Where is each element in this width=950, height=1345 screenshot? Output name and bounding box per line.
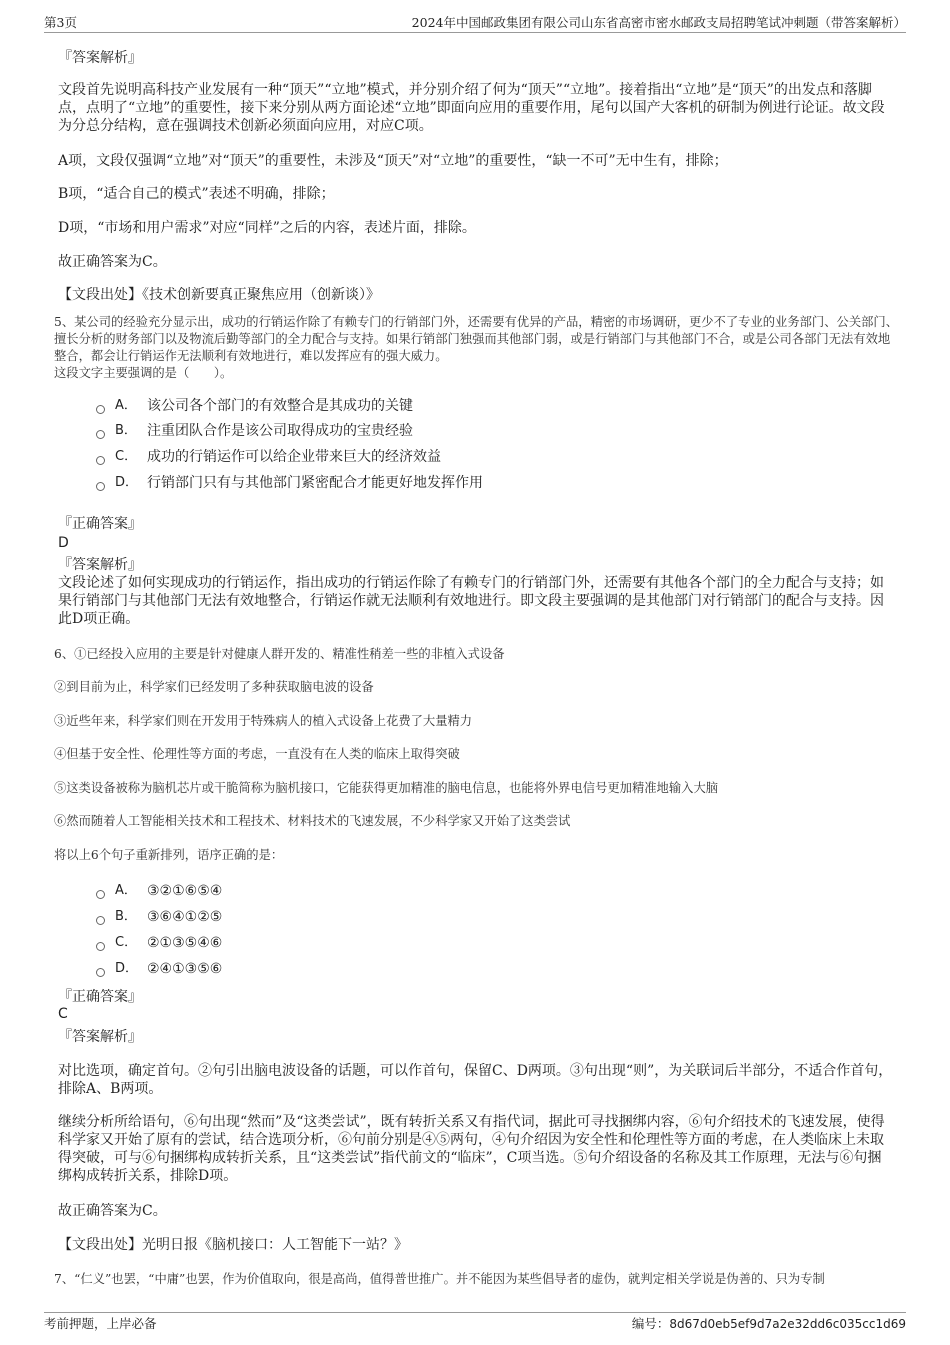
q6-sentence-2: ②到目前为止，科学家们已经发明了多种获取脑电波的设备 bbox=[54, 680, 374, 694]
q6-conclusion: 故正确答案为C。 bbox=[58, 1203, 167, 1219]
q4-source: 【文段出处】《技术创新要真正聚焦应用（创新谈）》 bbox=[58, 287, 380, 303]
radio-icon[interactable] bbox=[96, 942, 105, 951]
q5-answer-label: 『正确答案』 bbox=[58, 516, 142, 532]
q6-answer-label: 『正确答案』 bbox=[58, 989, 142, 1005]
q4-option-b-analysis: B项，“适合自己的模式”表述不明确，排除； bbox=[58, 186, 335, 202]
q5-analysis-label: 『答案解析』 bbox=[58, 557, 142, 573]
q6-option-c[interactable]: C． ②①③⑤④⑥ bbox=[96, 934, 222, 952]
q6-analysis-p2: 继续分析所给语句，⑥句出现“然而”及“这类尝试”，既有转折关系又有指代词，据此可寻找捆绑内容，⑥句介绍技术的飞速发展，使得科学家又开始了原有的尝试，结合选项分析，⑥句前分别是④⑤两句，④句介绍因为安全性和伦理性等方面的考虑，在人类临床上未取得突破，可与⑥句捆绑构成转折关系，且“这类尝试”指代前文的“临床”，C项当选。⑤句介绍设备的名称及其工作原理，无法与⑥句捆绑构成转折关系，排除D项。 bbox=[58, 1114, 885, 1184]
q7-stem: 7、“仁义”也罢，“中庸”也罢，作为价值取向，很是高尚，值得普世推广。并不能因为某些倡导者的虚伪，就判定相关学说是伪善的、只为专制 bbox=[54, 1272, 825, 1286]
q4-option-d-analysis: D项，“市场和用户需求”对应“同样”之后的内容，表述片面，排除。 bbox=[58, 220, 476, 236]
q6-sentence-3: ③近些年来，科学家们则在开发用于特殊病人的植入式设备上花费了大量精力 bbox=[54, 714, 473, 728]
q5-stem: 5、某公司的经验充分显示出，成功的行销运作除了有赖专门的行销部门外，还需要有优异的产品，精密的市场调研，更少不了专业的业务部门、公关部门、擅长分析的财务部门以及物流后勤等部门的全力配合与支持。如果行销部门独强而其他部门弱，或是行销部门与其他部门不合，或是公司各部门无法有效地整合，都会让行销运作无法顺利有效地进行，难以发挥应有的强大威力。 bbox=[54, 315, 899, 363]
q4-conclusion: 故正确答案为C。 bbox=[58, 254, 167, 270]
q6-source: 【文段出处】光明日报《脑机接口：人工智能下一站？》 bbox=[58, 1237, 408, 1253]
q5-analysis-text: 文段论述了如何实现成功的行销运作，指出成功的行销运作除了有赖专门的行销部门外，还需要有其他各个部门的全力配合与支持；如果行销部门与其他部门无法有效地整合，行销运作就无法顺利有效地进行。即文段主要强调的是其他部门对行销部门的配合与支持。因此D项正确。 bbox=[58, 575, 884, 627]
q4-analysis-text: 文段首先说明高科技产业发展有一种“顶天”“立地”模式，并分别介绍了何为“顶天”“立地”。接着指出“立地”是“顶天”的出发点和落脚点，点明了“立地”的重要性，接下来分别从两方面论述“立地”即面向应用的重要作用，尾句以国产大客机的研制为例进行论证。故文段为分总分结构，意在强调技术创新必须面向应用，对应C项。 bbox=[58, 82, 885, 134]
q6-option-d[interactable]: D． ②④①③⑤⑥ bbox=[96, 960, 222, 978]
q6-question: 将以上6个句子重新排列，语序正确的是： bbox=[54, 848, 284, 862]
page-footer bbox=[44, 1312, 906, 1331]
radio-icon[interactable] bbox=[96, 890, 105, 899]
code-label: 编号： bbox=[631, 1316, 670, 1331]
q6-sentence-6: ⑥然而随着人工智能相关技术和工程技术、材料技术的飞速发展，不少科学家又开始了这类尝试 bbox=[54, 814, 571, 828]
q5-option-b[interactable]: B． 注重团队合作是该公司取得成功的宝贵经验 bbox=[96, 422, 413, 440]
code-value: 8d67d0eb5ef9d7a2e32dd6c035cc1d69 bbox=[669, 1317, 906, 1331]
q6-analysis-p1: 对比选项，确定首句。②句引出脑电波设备的话题，可以作首句，保留C、D两项。③句出现“则”，为关联词后半部分，不适合作首句，排除A、B两项。 bbox=[58, 1063, 893, 1097]
footer-slogan: 考前押题，上岸必备 bbox=[44, 1316, 157, 1331]
q6-sentence-1: 6、①已经投入应用的主要是针对健康人群开发的、精准性稍差一些的非植入式设备 bbox=[54, 647, 505, 661]
q4-option-a-analysis: A项，文段仅强调“立地”对“顶天”的重要性，未涉及“顶天”对“立地”的重要性，“缺一不可”无中生有，排除； bbox=[58, 153, 728, 169]
q6-sentence-4: ④但基于安全性、伦理性等方面的考虑，一直没有在人类的临床上取得突破 bbox=[54, 747, 460, 761]
document-code bbox=[632, 1314, 906, 1334]
radio-icon[interactable] bbox=[96, 482, 105, 491]
q6-option-a[interactable]: A． ③②①⑥⑤④ bbox=[96, 882, 222, 900]
q6-sentence-5: ⑤这类设备被称为脑机芯片或干脆简称为脑机接口，它能获得更加精准的脑电信息，也能将外界电信号更加精准地输入大脑 bbox=[54, 781, 719, 795]
page-number: 第3页 bbox=[44, 15, 77, 30]
q6-answer: C bbox=[58, 1006, 68, 1022]
page-header bbox=[44, 14, 906, 33]
q6-analysis-label: 『答案解析』 bbox=[58, 1029, 142, 1045]
q6-option-b[interactable]: B． ③⑥④①②⑤ bbox=[96, 908, 222, 926]
radio-icon[interactable] bbox=[96, 968, 105, 977]
radio-icon[interactable] bbox=[96, 430, 105, 439]
q4-analysis-label: 『答案解析』 bbox=[58, 50, 142, 66]
document-title: 2024年中国邮政集团有限公司山东省高密市密水邮政支局招聘笔试冲刺题（带答案解析） bbox=[411, 15, 906, 30]
radio-icon[interactable] bbox=[96, 405, 105, 414]
q5-option-d[interactable]: D． 行销部门只有与其他部门紧密配合才能更好地发挥作用 bbox=[96, 474, 483, 492]
q5-answer: D bbox=[58, 535, 69, 551]
q5-question: 这段文字主要强调的是（ ）。 bbox=[54, 366, 233, 380]
q5-option-c[interactable]: C． 成功的行销运作可以给企业带来巨大的经济效益 bbox=[96, 448, 441, 466]
radio-icon[interactable] bbox=[96, 916, 105, 925]
q5-option-a[interactable]: A． 该公司各个部门的有效整合是其成功的关键 bbox=[96, 397, 413, 415]
radio-icon[interactable] bbox=[96, 456, 105, 465]
